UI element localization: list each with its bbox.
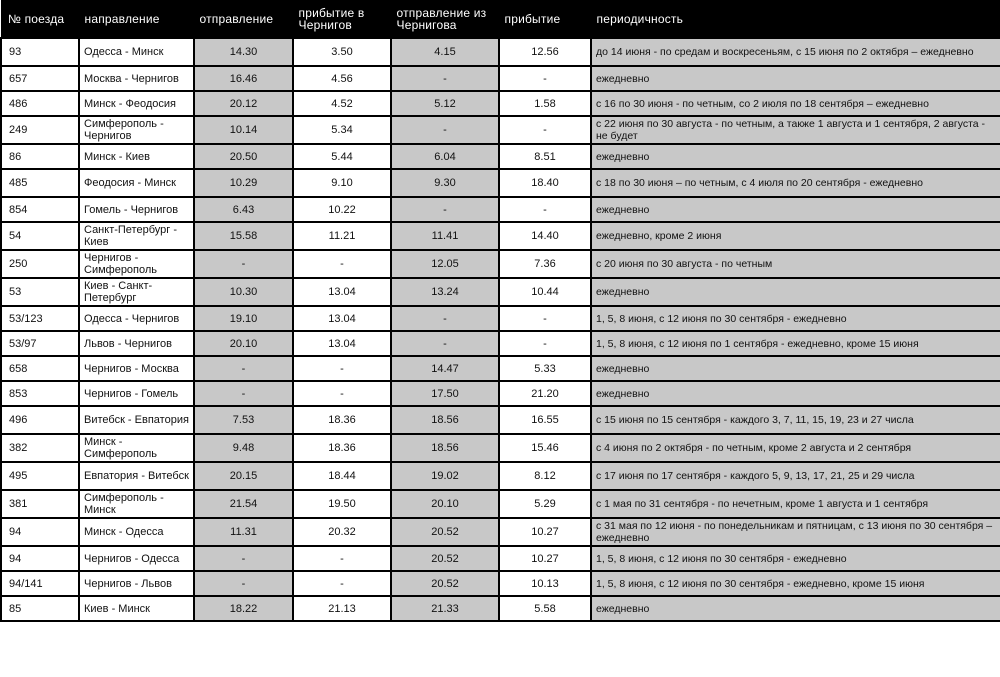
train-number-cell: 53/97 <box>1 331 79 356</box>
train-number-cell: 85 <box>1 596 79 621</box>
train-number-cell: 93 <box>1 38 79 66</box>
departure-chernigov-cell: 5.12 <box>391 91 499 116</box>
departure-cell: - <box>194 571 293 596</box>
table-row <box>1 306 1000 331</box>
arrival-chernigov-cell: 13.04 <box>293 306 391 331</box>
route-cell: Чернигов - Гомель <box>79 381 194 406</box>
table-row <box>1 490 1000 518</box>
departure-chernigov-cell: 20.10 <box>391 490 499 518</box>
arrival-cell: 7.36 <box>499 250 591 278</box>
departure-chernigov-cell: 21.33 <box>391 596 499 621</box>
table-row <box>1 571 1000 596</box>
arrival-cell: 21.20 <box>499 381 591 406</box>
departure-chernigov-cell: 19.02 <box>391 462 499 490</box>
departure-chernigov-cell: 11.41 <box>391 222 499 250</box>
header-periodicity: периодичность <box>591 0 1000 38</box>
arrival-chernigov-cell: 20.32 <box>293 518 391 546</box>
header-departure-chernigov: отправление из Чернигова <box>391 0 499 38</box>
arrival-chernigov-cell: - <box>293 356 391 381</box>
train-number-cell: 382 <box>1 434 79 462</box>
arrival-chernigov-cell: 10.22 <box>293 197 391 222</box>
periodicity-cell: до 14 июня - по средам и воскресеньям, с 15 июня по 2 октября – ежедневно <box>591 38 1000 66</box>
periodicity-cell: 1, 5, 8 июня, с 12 июня по 30 сентября - ежедневно <box>591 546 1000 571</box>
departure-chernigov-cell: 13.24 <box>391 278 499 306</box>
train-number-cell: 249 <box>1 116 79 144</box>
train-number-cell: 381 <box>1 490 79 518</box>
table-header <box>1 0 1000 38</box>
table-body <box>1 38 1000 621</box>
arrival-chernigov-cell: 13.04 <box>293 278 391 306</box>
arrival-chernigov-cell: 18.44 <box>293 462 391 490</box>
departure-cell: 10.14 <box>194 116 293 144</box>
departure-chernigov-cell: - <box>391 197 499 222</box>
table-row <box>1 91 1000 116</box>
departure-cell: 16.46 <box>194 66 293 91</box>
table-row <box>1 116 1000 144</box>
arrival-chernigov-cell: 13.04 <box>293 331 391 356</box>
route-cell: Чернигов - Москва <box>79 356 194 381</box>
periodicity-cell: с 1 мая по 31 сентября - по нечетным, кроме 1 августа и 1 сентября <box>591 490 1000 518</box>
route-cell: Одесса - Чернигов <box>79 306 194 331</box>
departure-chernigov-cell: 4.15 <box>391 38 499 66</box>
table-row <box>1 169 1000 197</box>
arrival-chernigov-cell: 4.56 <box>293 66 391 91</box>
route-cell: Киев - Санкт-Петербург <box>79 278 194 306</box>
arrival-cell: 10.44 <box>499 278 591 306</box>
route-cell: Санкт-Петербург - Киев <box>79 222 194 250</box>
table-row <box>1 381 1000 406</box>
departure-cell: 20.15 <box>194 462 293 490</box>
departure-chernigov-cell: 18.56 <box>391 406 499 434</box>
table-row <box>1 406 1000 434</box>
arrival-cell: - <box>499 66 591 91</box>
arrival-chernigov-cell: 21.13 <box>293 596 391 621</box>
train-number-cell: 853 <box>1 381 79 406</box>
train-number-cell: 658 <box>1 356 79 381</box>
route-cell: Минск - Киев <box>79 144 194 169</box>
departure-chernigov-cell: - <box>391 306 499 331</box>
arrival-cell: - <box>499 306 591 331</box>
periodicity-cell: с 17 июня по 17 сентября - каждого 5, 9, 13, 17, 21, 25 и 29 числа <box>591 462 1000 490</box>
arrival-chernigov-cell: 19.50 <box>293 490 391 518</box>
departure-cell: 7.53 <box>194 406 293 434</box>
route-cell: Чернигов - Львов <box>79 571 194 596</box>
table-row <box>1 331 1000 356</box>
route-cell: Минск - Феодосия <box>79 91 194 116</box>
route-cell: Чернигов - Симферополь <box>79 250 194 278</box>
arrival-cell: 5.58 <box>499 596 591 621</box>
departure-cell: 20.50 <box>194 144 293 169</box>
departure-cell: 15.58 <box>194 222 293 250</box>
departure-chernigov-cell: 12.05 <box>391 250 499 278</box>
table-row <box>1 518 1000 546</box>
periodicity-cell: ежедневно <box>591 66 1000 91</box>
periodicity-cell: ежедневно <box>591 381 1000 406</box>
arrival-cell: 12.56 <box>499 38 591 66</box>
departure-chernigov-cell: - <box>391 66 499 91</box>
route-cell: Витебск - Евпатория <box>79 406 194 434</box>
departure-cell: 10.29 <box>194 169 293 197</box>
route-cell: Минск - Одесса <box>79 518 194 546</box>
table-row <box>1 38 1000 66</box>
arrival-cell: 15.46 <box>499 434 591 462</box>
train-number-cell: 53/123 <box>1 306 79 331</box>
arrival-chernigov-cell: 5.34 <box>293 116 391 144</box>
arrival-cell: 10.27 <box>499 518 591 546</box>
departure-cell: 11.31 <box>194 518 293 546</box>
arrival-chernigov-cell: - <box>293 546 391 571</box>
periodicity-cell: 1, 5, 8 июня, с 12 июня по 30 сентября - ежедневно <box>591 306 1000 331</box>
periodicity-cell: ежедневно <box>591 278 1000 306</box>
arrival-cell: 5.29 <box>499 490 591 518</box>
departure-cell: 6.43 <box>194 197 293 222</box>
train-number-cell: 485 <box>1 169 79 197</box>
table-row <box>1 462 1000 490</box>
train-number-cell: 94 <box>1 518 79 546</box>
route-cell: Львов - Чернигов <box>79 331 194 356</box>
train-number-cell: 53 <box>1 278 79 306</box>
table-row <box>1 356 1000 381</box>
train-number-cell: 486 <box>1 91 79 116</box>
periodicity-cell: с 18 по 30 июня – по четным, с 4 июля по 20 сентября - ежедневно <box>591 169 1000 197</box>
train-number-cell: 854 <box>1 197 79 222</box>
table-row <box>1 197 1000 222</box>
arrival-chernigov-cell: - <box>293 250 391 278</box>
arrival-cell: 1.58 <box>499 91 591 116</box>
arrival-cell: 10.13 <box>499 571 591 596</box>
arrival-chernigov-cell: 3.50 <box>293 38 391 66</box>
header-row <box>1 0 1000 38</box>
periodicity-cell: с 31 мая по 12 июня - по понедельникам и пятницам, с 13 июня по 30 сентября – ежедневно <box>591 518 1000 546</box>
departure-cell: - <box>194 356 293 381</box>
table-row <box>1 144 1000 169</box>
route-cell: Евпатория - Витебск <box>79 462 194 490</box>
header-arrival: прибытие <box>499 0 591 38</box>
route-cell: Гомель - Чернигов <box>79 197 194 222</box>
train-number-cell: 94 <box>1 546 79 571</box>
periodicity-cell: с 16 по 30 июня - по четным, со 2 июля по 18 сентября – ежедневно <box>591 91 1000 116</box>
route-cell: Одесса - Минск <box>79 38 194 66</box>
periodicity-cell: ежедневно <box>591 197 1000 222</box>
periodicity-cell: 1, 5, 8 июня, с 12 июня по 1 сентября - ежедневно, кроме 15 июня <box>591 331 1000 356</box>
arrival-cell: - <box>499 116 591 144</box>
table-row <box>1 434 1000 462</box>
arrival-cell: 10.27 <box>499 546 591 571</box>
departure-chernigov-cell: 18.56 <box>391 434 499 462</box>
periodicity-cell: с 22 июня по 30 августа - по четным, а также 1 августа и 1 сентября, 2 августа - не будет <box>591 116 1000 144</box>
arrival-chernigov-cell: - <box>293 381 391 406</box>
arrival-chernigov-cell: - <box>293 571 391 596</box>
departure-chernigov-cell: 9.30 <box>391 169 499 197</box>
departure-chernigov-cell: 6.04 <box>391 144 499 169</box>
table-row <box>1 278 1000 306</box>
route-cell: Москва - Чернигов <box>79 66 194 91</box>
arrival-cell: 8.12 <box>499 462 591 490</box>
departure-cell: 10.30 <box>194 278 293 306</box>
departure-chernigov-cell: 14.47 <box>391 356 499 381</box>
departure-chernigov-cell: - <box>391 116 499 144</box>
train-number-cell: 94/141 <box>1 571 79 596</box>
departure-chernigov-cell: 20.52 <box>391 546 499 571</box>
route-cell: Феодосия - Минск <box>79 169 194 197</box>
arrival-chernigov-cell: 4.52 <box>293 91 391 116</box>
header-train-number: № поезда <box>1 0 79 38</box>
arrival-chernigov-cell: 11.21 <box>293 222 391 250</box>
departure-cell: 9.48 <box>194 434 293 462</box>
route-cell: Симферополь - Минск <box>79 490 194 518</box>
train-number-cell: 54 <box>1 222 79 250</box>
arrival-cell: 5.33 <box>499 356 591 381</box>
table-row <box>1 66 1000 91</box>
arrival-cell: 14.40 <box>499 222 591 250</box>
departure-chernigov-cell: 20.52 <box>391 518 499 546</box>
periodicity-cell: ежедневно <box>591 356 1000 381</box>
train-number-cell: 250 <box>1 250 79 278</box>
periodicity-cell: ежедневно <box>591 144 1000 169</box>
train-number-cell: 496 <box>1 406 79 434</box>
departure-cell: - <box>194 381 293 406</box>
departure-cell: - <box>194 250 293 278</box>
header-departure: отправление <box>194 0 293 38</box>
departure-cell: - <box>194 546 293 571</box>
arrival-chernigov-cell: 5.44 <box>293 144 391 169</box>
departure-cell: 20.10 <box>194 331 293 356</box>
periodicity-cell: ежедневно, кроме 2 июня <box>591 222 1000 250</box>
train-number-cell: 86 <box>1 144 79 169</box>
arrival-chernigov-cell: 18.36 <box>293 406 391 434</box>
table-row <box>1 222 1000 250</box>
table-row <box>1 546 1000 571</box>
header-arrival-chernigov: прибытие в Чернигов <box>293 0 391 38</box>
periodicity-cell: 1, 5, 8 июня, с 12 июня по 30 сентября - ежедневно, кроме 15 июня <box>591 571 1000 596</box>
departure-cell: 19.10 <box>194 306 293 331</box>
periodicity-cell: ежедневно <box>591 596 1000 621</box>
departure-cell: 21.54 <box>194 490 293 518</box>
departure-chernigov-cell: - <box>391 331 499 356</box>
departure-chernigov-cell: 17.50 <box>391 381 499 406</box>
route-cell: Симферополь - Чернигов <box>79 116 194 144</box>
route-cell: Киев - Минск <box>79 596 194 621</box>
departure-chernigov-cell: 20.52 <box>391 571 499 596</box>
departure-cell: 20.12 <box>194 91 293 116</box>
arrival-cell: - <box>499 331 591 356</box>
periodicity-cell: с 4 июня по 2 октября - по четным, кроме 2 августа и 2 сентября <box>591 434 1000 462</box>
departure-cell: 18.22 <box>194 596 293 621</box>
arrival-chernigov-cell: 9.10 <box>293 169 391 197</box>
train-number-cell: 495 <box>1 462 79 490</box>
arrival-cell: - <box>499 197 591 222</box>
header-route: направление <box>79 0 194 38</box>
table-row <box>1 596 1000 621</box>
arrival-cell: 8.51 <box>499 144 591 169</box>
route-cell: Минск - Симферополь <box>79 434 194 462</box>
periodicity-cell: с 20 июня по 30 августа - по четным <box>591 250 1000 278</box>
table-row <box>1 250 1000 278</box>
arrival-cell: 16.55 <box>499 406 591 434</box>
arrival-chernigov-cell: 18.36 <box>293 434 391 462</box>
arrival-cell: 18.40 <box>499 169 591 197</box>
train-number-cell: 657 <box>1 66 79 91</box>
departure-cell: 14.30 <box>194 38 293 66</box>
periodicity-cell: с 15 июня по 15 сентября - каждого 3, 7, 11, 15, 19, 23 и 27 числа <box>591 406 1000 434</box>
route-cell: Чернигов - Одесса <box>79 546 194 571</box>
